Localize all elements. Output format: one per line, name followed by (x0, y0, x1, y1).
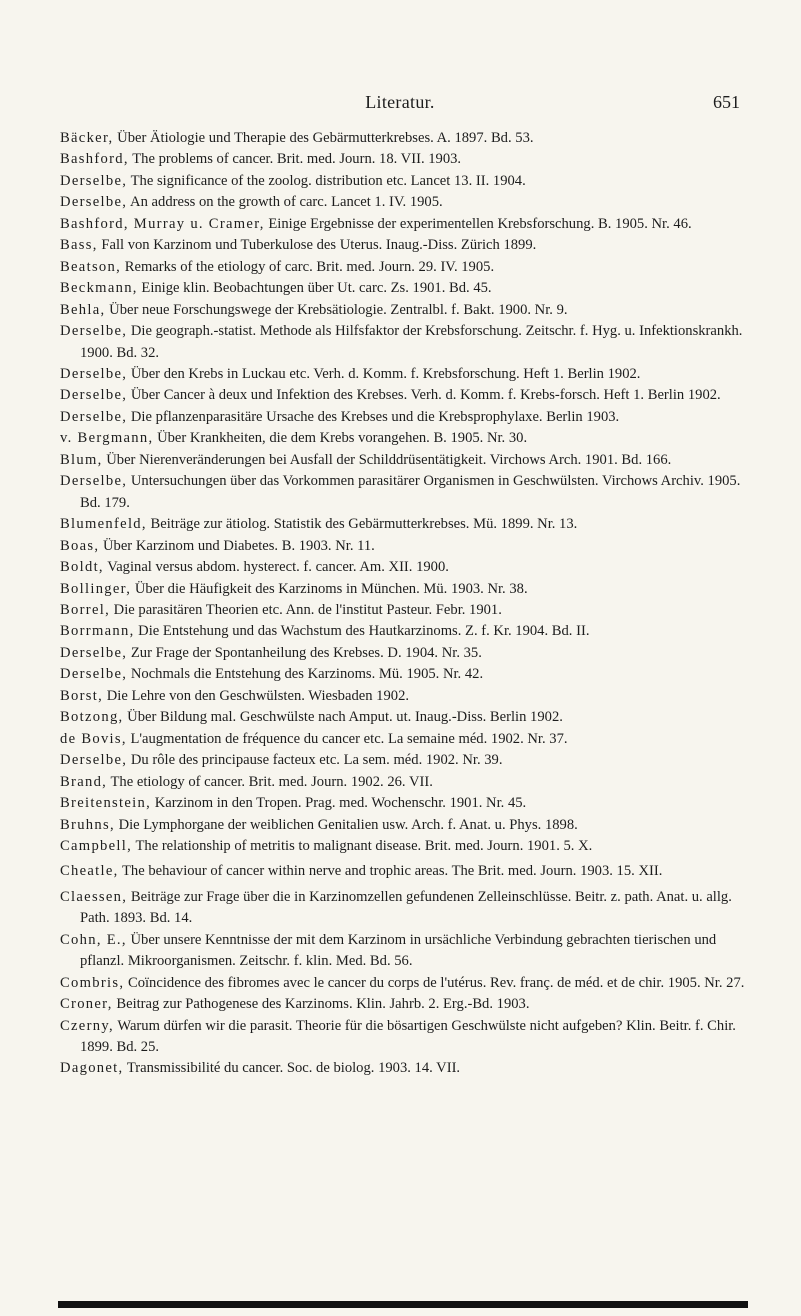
entry-author: Claessen, (60, 888, 128, 905)
entry-text: Du rôle des principause facteux etc. La sem. méd. 1902. Nr. 39. (127, 752, 503, 769)
bibliography-entry (60, 278, 746, 299)
bibliography-entry (60, 557, 746, 578)
entry-author: Derselbe, (60, 387, 128, 404)
entry-author: Boldt, (60, 559, 104, 576)
entry-author: Derselbe, (60, 194, 128, 211)
entry-author: Czerny, (60, 1017, 114, 1034)
entry-text: Über den Krebs in Luckau etc. Verh. d. Komm. f. Krebsforschung. Heft 1. Berlin 1902. (127, 365, 641, 382)
entry-text: Warum dürfen wir die parasit. Theorie für die bösartigen Geschwülste nicht aufgeben? Klin. Beitr. f. Chir. 1899. Bd. 25. (80, 1017, 736, 1056)
entry-text: An address on the growth of carc. Lancet 1. IV. 1905. (127, 194, 443, 211)
bibliography-entry (60, 300, 746, 321)
bibliography-entry (60, 836, 746, 857)
entry-author: Blumenfeld, (60, 516, 147, 533)
bibliography-entry (60, 686, 746, 707)
bibliography-list (60, 128, 746, 1080)
entry-author: Combris, (60, 974, 125, 991)
entry-text: The etiology of cancer. Brit. med. Journ. 1902. 26. VII. (107, 773, 433, 790)
entry-author: Borrmann, (60, 623, 135, 640)
bibliography-entry (60, 579, 746, 600)
bibliography-entry (60, 1016, 746, 1059)
bibliography-entry (60, 514, 746, 535)
bibliography-entry (60, 887, 746, 930)
entry-text: Über Krankheiten, die dem Krebs vorangehen. B. 1905. Nr. 30. (153, 430, 528, 447)
bibliography-entry (60, 600, 746, 621)
entry-text: Über Bildung mal. Geschwülste nach Amput. ut. Inaug.-Diss. Berlin 1902. (123, 709, 563, 726)
bibliography-entry (60, 793, 746, 814)
bibliography-entry (60, 664, 746, 685)
entry-text: Über Ätiologie und Therapie des Gebärmutterkrebses. A. 1897. Bd. 53. (113, 130, 534, 146)
entry-text: Über unsere Kenntnisse der mit dem Karzinom in ursächliche Verbindung gebrachten tierischen und pflanzl. Mikroorganismen. Zeitschr. f. klin. Med. Bd. 56. (80, 931, 717, 970)
bibliography-entry (60, 364, 746, 385)
bibliography-entry (60, 128, 746, 149)
bibliography-entry (60, 861, 746, 882)
entry-author: Bollinger, (60, 580, 132, 597)
entry-text: Die Lehre von den Geschwülsten. Wiesbaden 1902. (103, 687, 410, 704)
entry-text: Karzinom in den Tropen. Prag. med. Wochenschr. 1901. Nr. 45. (151, 795, 527, 812)
entry-author: Derselbe, (60, 172, 128, 189)
entry-text: Fall von Karzinom und Tuberkulose des Uterus. Inaug.-Diss. Zürich 1899. (97, 237, 537, 254)
entry-text: Nochmals die Entstehung des Karzinoms. Mü. 1905. Nr. 42. (127, 666, 484, 683)
entry-author: Borrel, (60, 601, 111, 618)
entry-author: Beatson, (60, 258, 122, 275)
entry-author: de Bovis, (60, 730, 127, 747)
bibliography-entry (60, 407, 746, 428)
entry-author: Breitenstein, (60, 795, 152, 812)
entry-text: The behaviour of cancer within nerve and trophic areas. The Brit. med. Journ. 1903. 15. XII. (118, 863, 663, 880)
entry-text: Die pflanzenparasitäre Ursache des Krebses und die Krebsprophylaxe. Berlin 1903. (127, 408, 620, 425)
entry-author: Bäcker, (60, 130, 114, 146)
entry-text: Zur Frage der Spontanheilung des Krebses. D. 1904. Nr. 35. (127, 644, 482, 661)
entry-author: Behla, (60, 301, 106, 318)
bibliography-entry (60, 214, 746, 235)
entry-author: Campbell, (60, 837, 133, 854)
entry-author: Bass, (60, 237, 98, 254)
entry-text: Beiträge zur ätiolog. Statistik des Gebärmutterkrebses. Mü. 1899. Nr. 13. (146, 516, 578, 533)
entry-text: Über Karzinom und Diabetes. B. 1903. Nr. 11. (99, 537, 375, 554)
entry-text: Beitrag zur Pathogenese des Karzinoms. Klin. Jahrb. 2. Erg.-Bd. 1903. (112, 996, 530, 1013)
entry-author: Croner, (60, 996, 113, 1013)
entry-text: Die Lymphorgane der weiblichen Genitalien usw. Arch. f. Anat. u. Phys. 1898. (114, 816, 578, 833)
bibliography-entry (60, 643, 746, 664)
entry-author: Cohn, E., (60, 931, 127, 948)
bibliography-entry (60, 171, 746, 192)
entry-text: Einige Ergebnisse der experimentellen Krebsforschung. B. 1905. Nr. 46. (264, 215, 692, 232)
entry-text: Einige klin. Beobachtungen über Ut. carc. Zs. 1901. Bd. 45. (137, 280, 492, 297)
entry-author: Derselbe, (60, 752, 128, 769)
entry-author: Derselbe, (60, 323, 128, 340)
entry-text: Über Nierenveränderungen bei Ausfall der Schilddrüsentätigkeit. Virchows Arch. 1901. Bd. 166. (102, 451, 672, 468)
bibliography-entry (60, 707, 746, 728)
bibliography-entry (60, 1058, 746, 1079)
entry-author: Derselbe, (60, 666, 128, 683)
entry-text: Remarks of the etiology of carc. Brit. med. Journ. 29. IV. 1905. (121, 258, 495, 275)
entry-text: Untersuchungen über das Vorkommen parasitärer Organismen in Geschwülsten. Virchows Archiv. 1905. Bd. 179. (80, 473, 741, 511)
bibliography-entry (60, 729, 746, 750)
bibliography-entry (60, 235, 746, 256)
entry-author: Bruhns, (60, 816, 115, 833)
entry-author: Bashford, (60, 151, 129, 168)
entry-author: Borst, (60, 687, 104, 704)
entry-text: Die Entstehung und das Wachstum des Hautkarzinoms. Z. f. Kr. 1904. Bd. II. (134, 623, 590, 640)
bibliography-entry (60, 471, 746, 514)
bottom-rule (58, 1301, 748, 1308)
bibliography-entry (60, 192, 746, 213)
entry-text: Über die Häufigkeit des Karzinoms in München. Mü. 1903. Nr. 38. (131, 580, 528, 597)
bibliography-entry (60, 385, 746, 406)
entry-text: Transmissibilité du cancer. Soc. de biolog. 1903. 14. VII. (123, 1060, 461, 1077)
bibliography-entry (60, 994, 746, 1015)
bibliography-entry (60, 750, 746, 771)
page-header (60, 92, 740, 116)
entry-author: Derselbe, (60, 644, 128, 661)
entry-author: Derselbe, (60, 473, 128, 490)
entry-text: The problems of cancer. Brit. med. Journ. 18. VII. 1903. (128, 151, 462, 168)
running-title: Literatur. (365, 92, 435, 112)
bibliography-entry (60, 428, 746, 449)
bibliography-entry (60, 321, 746, 364)
entry-author: Botzong, (60, 709, 124, 726)
bibliography-entry (60, 973, 746, 994)
entry-text: Die geograph.-statist. Methode als Hilfsfaktor der Krebsforschung. Zeitschr. f. Hyg. u. Infektionskrankh. 1900. Bd. 32. (80, 323, 743, 361)
entry-author: Beckmann, (60, 280, 138, 297)
entry-text: Coïncidence des fibromes avec le cancer du corps de l'utérus. Rev. franç. de méd. et de chir. 1905. Nr. 27. (124, 974, 745, 991)
entry-author: Dagonet, (60, 1060, 124, 1077)
bibliography-entry (60, 815, 746, 836)
entry-author: Bashford, Murray u. Cramer, (60, 215, 265, 232)
entry-text: Über Cancer à deux und Infektion des Krebses. Verh. d. Komm. f. Krebs-forsch. Heft 1. Berlin 1902. (127, 387, 721, 404)
entry-author: Derselbe, (60, 408, 128, 425)
entry-author: Derselbe, (60, 365, 128, 382)
bibliography-entry (60, 930, 746, 973)
bibliography-entry (60, 621, 746, 642)
bibliography-entry (60, 257, 746, 278)
entry-author: Cheatle, (60, 863, 119, 880)
entry-text: Beiträge zur Frage über die in Karzinomzellen gefundenen Zelleinschlüsse. Beitr. z. path. Anat. u. allg. Path. 1893. Bd. 14. (80, 888, 732, 927)
entry-text: The significance of the zoolog. distribution etc. Lancet 13. II. 1904. (127, 172, 526, 189)
entry-author: Boas, (60, 537, 100, 554)
entry-text: L'augmentation de fréquence du cancer etc. La semaine méd. 1902. Nr. 37. (126, 730, 568, 747)
bibliography-entry (60, 149, 746, 170)
entry-text: Über neue Forschungswege der Krebsätiologie. Zentralbl. f. Bakt. 1900. Nr. 9. (105, 301, 568, 318)
entry-text: Vaginal versus abdom. hysterect. f. cancer. Am. XII. 1900. (103, 559, 449, 576)
entry-author: Brand, (60, 773, 108, 790)
bibliography-entry (60, 772, 746, 793)
entry-text: The relationship of metritis to malignant disease. Brit. med. Journ. 1901. 5. X. (132, 837, 593, 854)
page-number: 651 (713, 92, 740, 112)
entry-author: Blum, (60, 451, 103, 468)
entry-author: v. Bergmann, (60, 430, 154, 447)
entry-text: Die parasitären Theorien etc. Ann. de l'institut Pasteur. Febr. 1901. (110, 601, 502, 618)
bibliography-entry (60, 536, 746, 557)
bibliography-entry (60, 450, 746, 471)
